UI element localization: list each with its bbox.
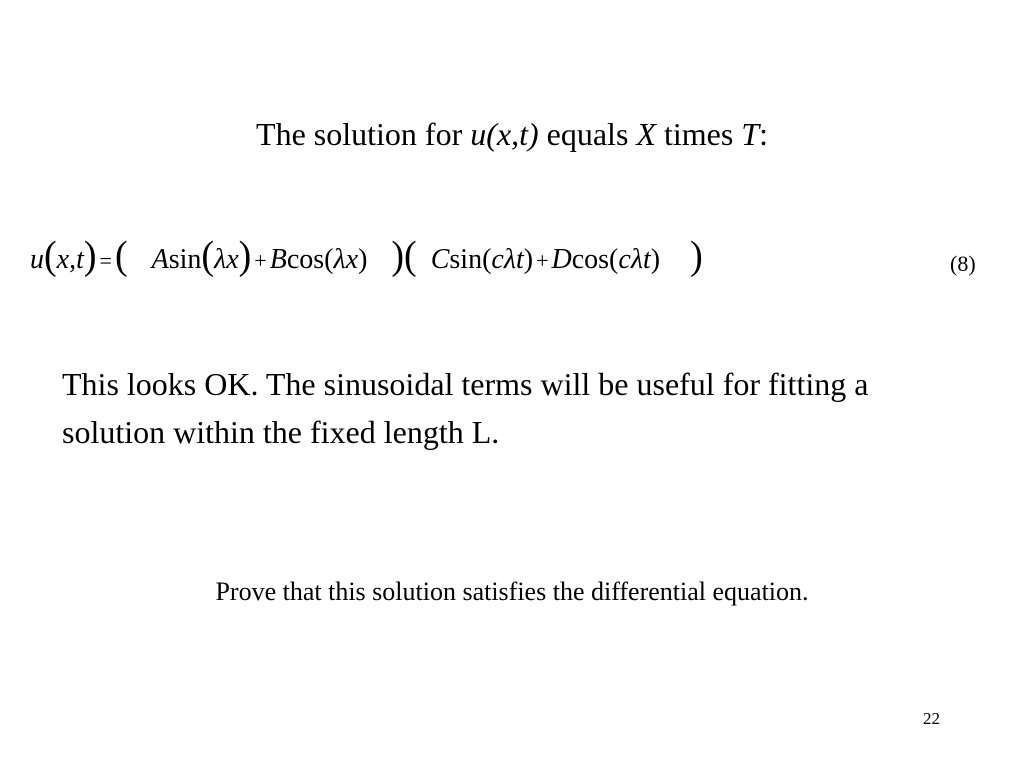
eq-lambda-1: λ xyxy=(214,244,227,275)
prove-prompt: Prove that this solution satisfies the differential equation. xyxy=(215,577,809,606)
eq-rparen-2: ) xyxy=(238,233,252,279)
eq-t-2: t xyxy=(515,244,524,275)
heading-text-4: : xyxy=(759,116,768,152)
eq-lparen: ( xyxy=(44,233,57,279)
eq-sin-2: sin( xyxy=(449,244,492,275)
page-number: 22 xyxy=(923,709,940,728)
equation-number: (8) xyxy=(950,251,976,276)
eq-x: x xyxy=(56,244,70,275)
eq-coef-a: A xyxy=(151,244,169,275)
eq-left-bracket-1: ( xyxy=(114,233,128,279)
heading-text-2: equals xyxy=(538,116,637,152)
eq-left-bracket-2: ( xyxy=(404,233,417,279)
heading-t-variable: T xyxy=(741,116,760,152)
eq-lambda-4: λ xyxy=(630,244,643,275)
eq-x-2: x xyxy=(226,244,239,275)
eq-plus-2: + xyxy=(536,248,549,273)
eq-c-2: c xyxy=(618,244,631,275)
slide-heading xyxy=(0,112,1024,156)
eq-t: t xyxy=(76,244,84,275)
eq-c-1: c xyxy=(491,244,504,275)
eq-rparen-5: ) xyxy=(650,244,661,275)
eq-rparen-4: ) xyxy=(523,244,534,275)
eq-rparen: ) xyxy=(83,233,97,279)
equation-8 xyxy=(30,226,703,286)
eq-sin-1: sin xyxy=(168,244,202,275)
eq-coef-b: B xyxy=(269,244,287,275)
eq-right-bracket-1: ) xyxy=(391,233,405,279)
eq-comma: , xyxy=(69,244,77,275)
eq-coef-c: C xyxy=(430,244,450,275)
eq-lambda-2: λ xyxy=(333,244,346,275)
eq-plus-1: + xyxy=(254,248,267,273)
eq-t-3: t xyxy=(642,244,651,275)
heading-text-1: The solution for xyxy=(256,116,471,152)
eq-lambda-3: λ xyxy=(503,244,516,275)
eq-right-bracket-2: ) xyxy=(690,233,703,279)
remark-paragraph: This looks OK. The sinusoidal terms will be useful for fitting a solution within the fixed length L. xyxy=(62,366,869,450)
eq-cos-1: cos( xyxy=(286,244,334,275)
heading-function: u(x,t) xyxy=(470,116,539,152)
heading-text-3: times xyxy=(655,116,742,152)
eq-equals: = xyxy=(99,248,112,273)
eq-x-3: x xyxy=(345,244,359,275)
heading-x-variable: X xyxy=(636,116,656,152)
eq-coef-d: D xyxy=(551,244,572,275)
eq-lparen-2: ( xyxy=(201,233,215,279)
eq-u: u xyxy=(30,244,44,275)
eq-rparen-3: ) xyxy=(358,244,368,275)
eq-cos-2: cos( xyxy=(571,244,619,275)
